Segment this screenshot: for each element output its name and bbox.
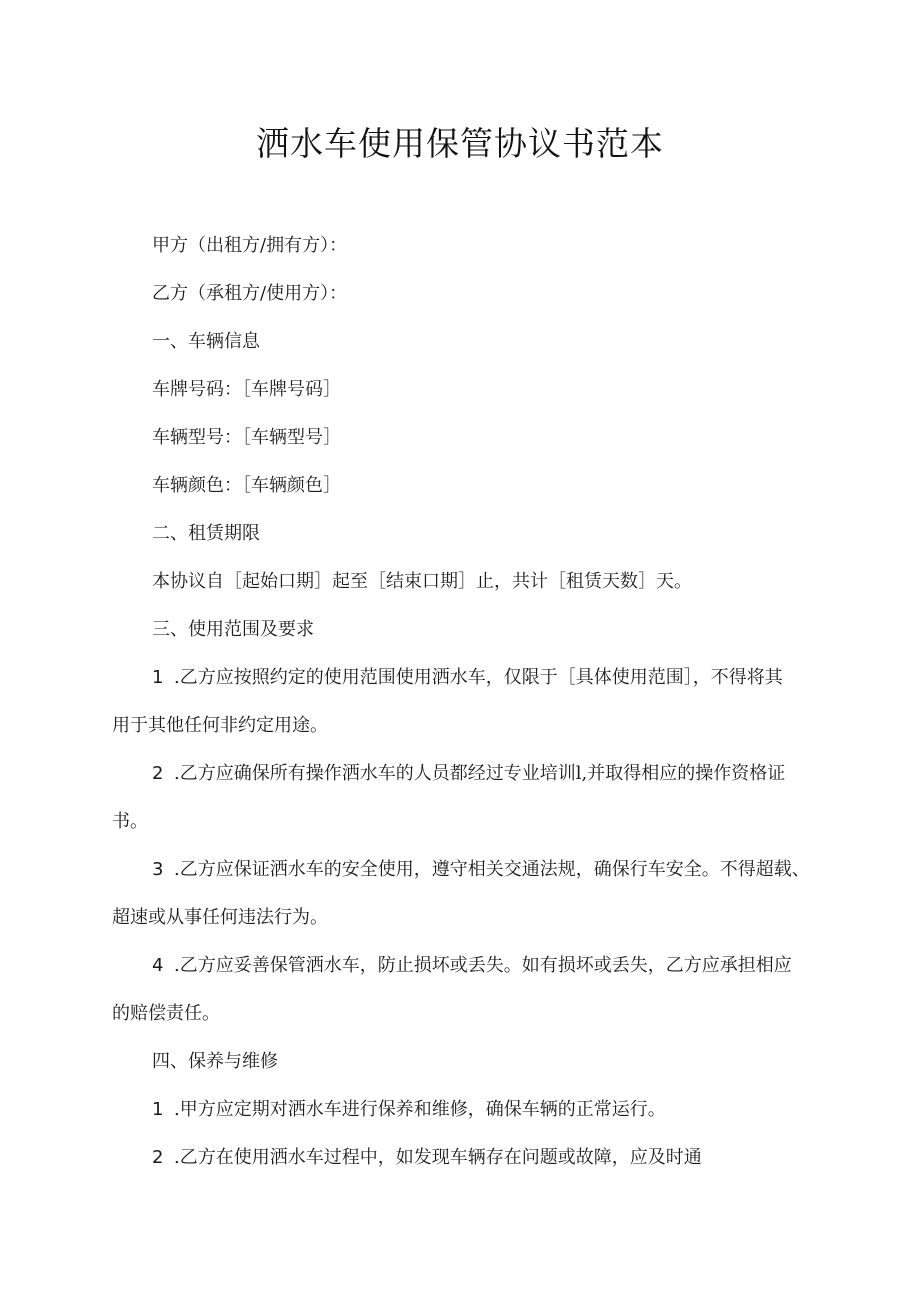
- vehicle-color-line: 车辆颜色：［车辆颜色］: [152, 475, 341, 496]
- list-item: [112, 846, 812, 894]
- item-continuation: 书。: [112, 811, 148, 832]
- plate-number-line: 车牌号码：［车牌号码］: [152, 379, 341, 400]
- item-text: .乙方应保证洒水车的安全使用，遵守相关交通法规，确保行车安全。不得超载、: [174, 859, 810, 880]
- item-text: .乙方应妥善保管洒水车，防止损坏或丢失。如有损坏或丢失，乙方应承担相应: [174, 955, 792, 976]
- party-a-line: 甲方（出租方/拥有方）：: [152, 235, 348, 256]
- item-text: .甲方应定期对洒水车进行保养和维修，确保车辆的正常运行。: [174, 1099, 666, 1120]
- list-item: [112, 654, 812, 702]
- list-item: [112, 1134, 812, 1182]
- item-number: 2: [152, 763, 164, 784]
- lease-term-text: 本协议自［起始口期］起至［结束口期］止，共计［租赁天数］天。: [152, 571, 692, 592]
- list-item: [112, 750, 812, 798]
- item-number: 4: [152, 955, 164, 976]
- party-b-line: 乙方（承租方/使用方）：: [152, 283, 348, 304]
- item-number: 1: [152, 667, 164, 688]
- item-continuation: 超速或从事任何违法行为。: [112, 907, 328, 928]
- item-number: 2: [152, 1147, 164, 1168]
- list-item: [112, 1086, 812, 1134]
- section-heading-vehicle-info: 一、车辆信息: [152, 331, 260, 352]
- list-item: [112, 942, 812, 990]
- section-heading-usage-scope: 三、使用范围及要求: [152, 619, 314, 640]
- vehicle-model-line: 车辆型号：［车辆型号］: [152, 427, 341, 448]
- document-body: [112, 222, 812, 1182]
- item-number: 3: [152, 859, 164, 880]
- section-heading-maintenance: 四、保养与维修: [152, 1051, 278, 1072]
- document-title: 洒水车使用保管协议书范本: [256, 124, 664, 163]
- item-text: .乙方应确保所有操作洒水车的人员都经过专业培训l,并取得相应的操作资格证: [174, 763, 786, 784]
- item-text: .乙方在使用洒水车过程中，如发现车辆存在问题或故障，应及时通: [174, 1147, 702, 1168]
- item-number: 1: [152, 1099, 164, 1120]
- section-heading-lease-term: 二、租赁期限: [152, 523, 260, 544]
- item-continuation: 的赔偿责任。: [112, 1003, 220, 1024]
- item-text: .乙方应按照约定的使用范围使用洒水车，仅限于［具体使用范围］，不得将其: [174, 667, 783, 688]
- item-continuation: 用于其他任何非约定用途。: [112, 715, 328, 736]
